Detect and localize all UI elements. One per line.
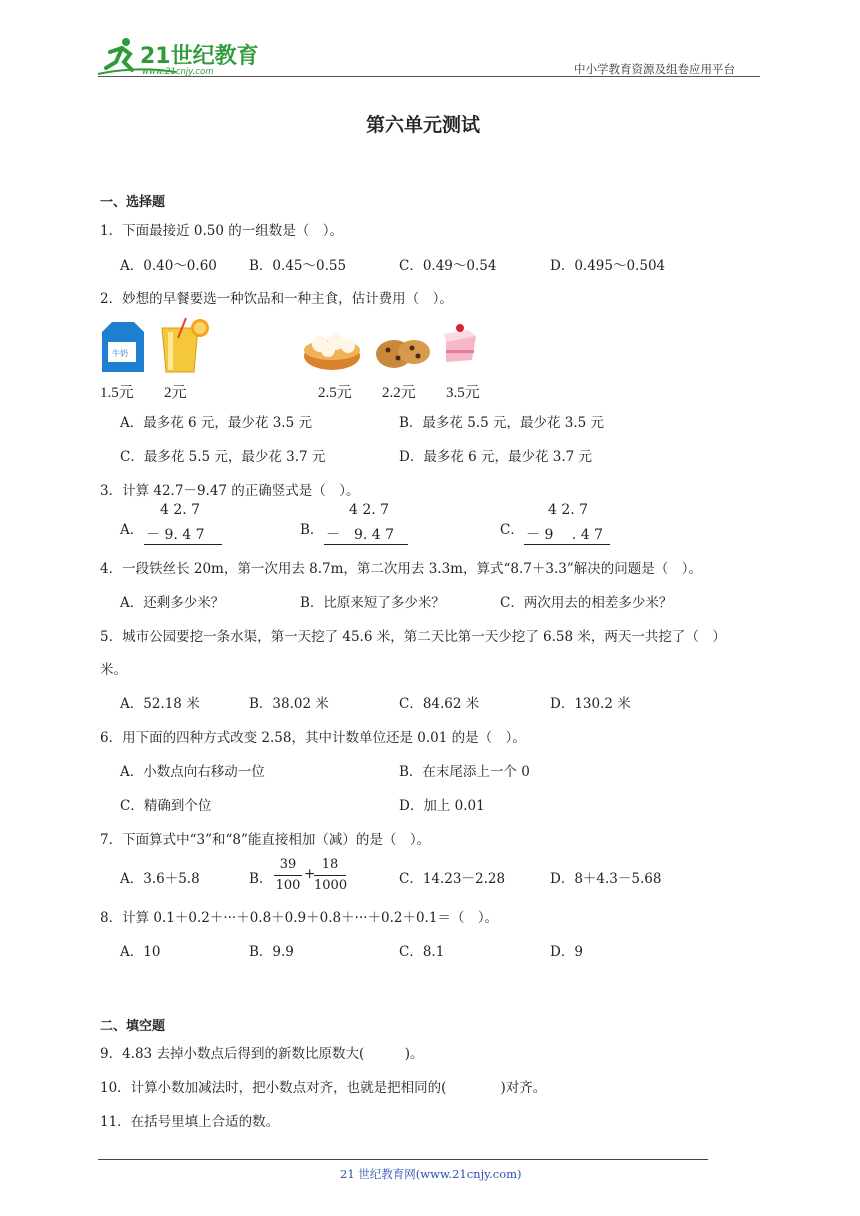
- q2-option-a: A．最多花 6 元，最少花 3.5 元: [120, 415, 312, 431]
- cookies-icon: [376, 340, 430, 368]
- q3-a-line: [144, 544, 222, 545]
- price-cake: 3.5元: [446, 385, 480, 401]
- svg-text:21世纪教育: 21世纪教育: [140, 44, 259, 69]
- q2-option-b: B．最多花 5.5 元，最少花 3.5 元: [399, 415, 605, 431]
- header-divider: [98, 76, 760, 77]
- q3-option-a-label: A．: [120, 522, 144, 538]
- q1-option-c: C．0.49～0.54: [399, 258, 497, 274]
- q3-a-subtrahend: － 9. 4 7: [146, 527, 205, 543]
- q5-option-a: A．52.18 米: [120, 696, 200, 712]
- q7-b-fraction-bar-1: [274, 875, 302, 876]
- q2-stem: 2．妙想的早餐要选一种饮品和一种主食，估计费用（ ）。: [100, 291, 453, 307]
- q1-stem: 1．下面最接近 0.50 的一组数是（ ）。: [100, 223, 343, 239]
- q6-stem: 6．用下面的四种方式改变 2.58，其中计数单位还是 0.01 的是（ ）。: [100, 730, 526, 746]
- q4-option-a: A．还剩多少米？: [120, 595, 225, 611]
- q7-b-fraction-bar-2: [314, 875, 346, 876]
- price-cookies: 2.2元: [382, 385, 416, 401]
- page-title: 第六单元测试: [366, 114, 481, 136]
- footer-link[interactable]: 21 世纪教育网(www.21cnjy.com): [340, 1167, 522, 1181]
- q4-stem: 4．一段铁丝长 20m，第一次用去 8.7m，第二次用去 3.3m，算式“8.7＋3.3”解决的问题是（ ）。: [100, 561, 702, 577]
- q6-option-c: C．精确到个位: [120, 798, 212, 814]
- section-fill-heading: 二、填空题: [100, 1019, 166, 1034]
- q1-option-a: A．0.40～0.60: [120, 258, 217, 274]
- q4-option-c: C．两次用去的相差多少米？: [500, 595, 673, 611]
- svg-text:www.21cnjy.com: www.21cnjy.com: [142, 67, 214, 77]
- q3-b-subtrahend: － 9. 4 7: [326, 527, 395, 543]
- milk-carton-icon: [102, 322, 144, 372]
- q6-option-a: A．小数点向右移动一位: [120, 764, 265, 780]
- q7-b-numerator-1: 39: [279, 857, 297, 872]
- q2-option-c: C．最多花 5.5 元，最少花 3.7 元: [120, 449, 326, 465]
- q5-stem-line1: 5．城市公园要挖一条水渠，第一天挖了 45.6 米，第二天比第一天少挖了 6.58 米，两天一共挖了（ ）: [100, 629, 726, 645]
- q2-option-d: D．最多花 6 元，最少花 3.7 元: [399, 449, 593, 465]
- q5-stem-line2: 米。: [100, 662, 127, 678]
- steamed-buns-icon: [304, 334, 360, 370]
- price-buns: 2.5元: [318, 385, 352, 401]
- q5-option-b: B．38.02 米: [249, 696, 329, 712]
- site-logo: [96, 36, 266, 78]
- q7-b-denominator-1: 100: [275, 878, 301, 893]
- cake-slice-icon: [444, 324, 476, 362]
- q8-stem: 8．计算 0.1＋0.2＋···＋0.8＋0.9＋0.8＋···＋0.2＋0.1＝（ ）。: [100, 910, 499, 926]
- q8-option-b: B．9.9: [249, 944, 294, 960]
- q7-b-denominator-2: 1000: [314, 878, 348, 893]
- q11-stem: 11．在括号里填上合适的数。: [100, 1114, 280, 1130]
- q4-option-b: B．比原来短了多少米？: [300, 595, 445, 611]
- platform-name: 中小学教育资源及组卷应用平台: [574, 62, 735, 76]
- q6-option-d: D．加上 0.01: [399, 798, 485, 814]
- q7-option-b-label: B．: [249, 871, 273, 887]
- q3-c-line: [524, 544, 610, 545]
- section-choice-heading: 一、选择题: [100, 195, 166, 210]
- price-juice: 2元: [164, 385, 187, 401]
- q6-option-b: B．在末尾添上一个 0: [399, 764, 530, 780]
- q7-b-plus: +: [304, 866, 316, 882]
- q5-option-d: D．130.2 米: [550, 696, 631, 712]
- q7-option-a: A．3.6＋5.8: [120, 871, 200, 887]
- q3-option-b-label: B．: [300, 522, 324, 538]
- price-milk: 1.5元: [100, 385, 134, 401]
- q7-option-d: D．8＋4.3－5.68: [550, 871, 662, 887]
- q7-stem: 7．下面算式中“3”和“8”能直接相加（减）的是（ ）。: [100, 832, 431, 848]
- q8-option-d: D．9: [550, 944, 583, 960]
- q10-stem: 10．计算小数加减法时，把小数点对齐，也就是把相同的( )对齐。: [100, 1080, 547, 1096]
- q3-option-c-label: C．: [500, 522, 524, 538]
- q9-stem: 9．4.83 去掉小数点后得到的新数比原数大( )。: [100, 1046, 424, 1062]
- q3-c-subtrahend: － 9 . 4 7: [526, 527, 603, 543]
- breakfast-pictures: [98, 318, 498, 376]
- juice-glass-icon: [162, 318, 209, 372]
- footer-divider: [98, 1159, 708, 1160]
- q3-b-line: [324, 544, 408, 545]
- q7-option-c: C．14.23－2.28: [399, 871, 506, 887]
- q3-b-minuend: 4 2. 7: [349, 502, 390, 518]
- q3-c-minuend: 4 2. 7: [548, 502, 589, 518]
- q3-stem: 3．计算 42.7－9.47 的正确竖式是（ ）。: [100, 483, 360, 499]
- q8-option-a: A．10: [120, 944, 161, 960]
- q1-option-b: B．0.45～0.55: [249, 258, 347, 274]
- q8-option-c: C．8.1: [399, 944, 445, 960]
- q3-a-minuend: 4 2. 7: [160, 502, 201, 518]
- q1-option-d: D．0.495～0.504: [550, 258, 666, 274]
- q7-b-numerator-2: 18: [321, 857, 339, 872]
- svg-text:牛奶: 牛奶: [112, 349, 128, 358]
- q5-option-c: C．84.62 米: [399, 696, 480, 712]
